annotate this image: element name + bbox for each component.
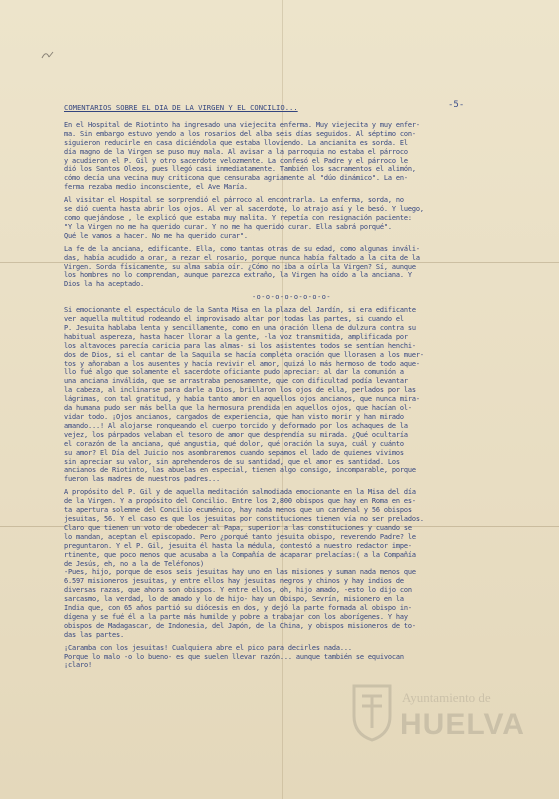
document-heading: COMENTARIOS SOBRE EL DIA DE LA VIRGEN Y EL CONCILIO... [64,103,298,112]
text-line: India que, con 65 años partió su diócesis en dos, y dejó la parte formada al obispo in- [64,604,412,613]
text-line: sarcasmo, la verdad, lo de amado y lo de hijo- hay un Obispo, Sevrín, misionero en la [64,595,404,604]
text-line: obispos de Madagascar, de Indonesia, del Japón, de la China, y obispos misioneros de to- [64,621,416,630]
text-line: fueron las madres de nuestros padres... [64,475,220,484]
paragraph [64,245,519,290]
text-line: dígena y se fué él a la parte más humilde y pobre a trabajar con los aborígenes. Y hay [64,612,408,621]
text-line: de Jesús, eh, no a la de Teléfonos) [64,559,204,568]
paragraph [64,488,519,639]
text-line: cómo decía una vecina muy criticona que censuraba agriamente al "dúo dinámico". La en- [64,174,408,183]
text-line: ancianos de Riotinto, las abuelas en especial, tienen algo consigo, incomparable, porque [64,466,416,475]
text-line: diversas razas, que ahora son obispos. Y entre ellos, oh, hijo amado, -esto lo dijo con [64,586,412,595]
text-line: siguieron reducirle en casa diciéndola que estaba lloviendo. La ancianita es sorda. El [64,138,408,147]
text-line: llo fué algo que solamente el sacerdote oficiante pudo apreciar: al dar la comunión a [64,368,404,377]
text-line: En el Hospital de Riotinto ha ingresado una viejecita enferma. Muy viejecita y muy enfer- [64,120,420,129]
text-line: Porque lo malo -o lo bueno- es que suelen llevar razón... aunque también se equivocan [64,652,404,661]
text-line: amando...! Al alojarse ronqueando el cuerpo torcido y deformado por los achaques de la [64,421,408,430]
text-line: Virgen. Sorda físicamente, su alma sabía oír. ¿Cómo no iba a oírla la Virgen? Sí, aunque [64,262,416,271]
text-line: Si emocionante el espectáculo de la Santa Misa en la plaza del Jardín, si era edificante [64,306,416,315]
text-line: P. Jesuita hablaba lenta y sencillamente, como en una oración llena de dulzura contra su [64,323,416,332]
text-line: lo mandan, aceptan el episcopado. Pero ¿porqué tanto jesuita obispo, reverendo Padre? le [64,532,416,541]
paragraph [64,306,519,484]
paragraph [64,644,519,671]
text-line: ma. Sin embargo estuvo yendo a los rosarios del alba seis días seguidos. Al séptimo con- [64,129,416,138]
watermark-line-2: HUELVA [400,708,525,741]
text-line: Dios la ha aceptado. [64,280,144,289]
section-separator: -o-o-o-o-o-o-o-o- [251,293,332,302]
text-line: de la Virgen. Y a propósito del Concilio. Entre los 2,800 obispos que hay en Roma en es- [64,497,416,506]
document-body [64,104,519,674]
text-line: da humana pudo ser más bella que la hermosura prendida en aquellos ojos, que hacían ol- [64,404,412,413]
text-line: lágrimas, con tal gratitud, y había tanto amor en aquellos ojos ancianos, que nunca mira- [64,395,420,404]
city-shield-icon [350,682,394,742]
text-line: vejez, los párpados velaban el tesoro de amor que desprendía su mirada. ¿Qué ocultaría [64,430,408,439]
section-one [64,121,519,289]
text-line: ferma rezaba medio inconsciente, el Ave María. [64,183,248,192]
text-line: rtinente, que poco menos que acusaba a la Compañía de acaparar prelacías:( a la Compañía [64,550,416,559]
text-line: los hombres no lo comprendan, aunque parezca extraño, la Virgen ha oído a la anciana. Y [64,271,412,280]
text-line: Qué le vamos a hacer. No me ha querido curar". [64,231,248,240]
text-line: jesuitas, 56. Y el caso es que los jesuitas por constituciones tienen vía no ser prelados. [64,514,424,523]
text-line: día magno de la Virgen se puso muy mala. Al avisar a la parroquia no estaba el párroco [64,147,408,156]
text-line: vidar todo. ¡Ojos ancianos, cargados de experiencia, que han visto morir y han mirado [64,413,404,421]
text-line: Al visitar el Hospital se sorprendió el párroco al encontrarla. La enferma, sorda, no [64,196,404,205]
archive-watermark [350,672,530,762]
text-line: el corazón de la anciana, qué angustia, qué dolor, qué oración la suya, cuál y cuánto [64,439,404,448]
paragraph [64,196,519,241]
section-two [64,306,519,670]
watermark-line-1: Ayuntamiento de [402,690,491,705]
text-line: habitual aspereza, hasta hacer llorar a la gente, -la voz transmitida, amplificada por [64,332,408,341]
text-line: una anciana inválida, que se arrastraba penosamente, que con dificultad podía levantar [64,377,408,386]
pencil-mark [40,48,60,62]
text-line: ¡Caramba con los jesuitas! Cualquiera abre el pico para decirles nada... [64,643,352,652]
text-line: se dió cuenta hasta abrir los ojos. Al ver al sacerdote, lo atrajo así y le besó. Y luego, [64,205,424,214]
text-line: los altavoces parecía caricia para las almas- si los asistentes todos se sentían henchi- [64,341,416,350]
text-line: la cabeza, al inclinarse para darle a Dios, brillaron los ojos de ella, perlados por las [64,386,416,395]
text-line: "Y la Virgen no me ha querido curar. Y no me ha querido curar. Ella sabrá porqué". [64,222,392,231]
text-line: das las partes. [64,630,124,639]
text-line: como quejándose , le explicó que estaba muy malita. Y repetía con resignación paciente: [64,213,412,222]
text-line: La fe de la anciana, edificante. Ella, como tantas otras de su edad, como algunas inváli- [64,244,420,253]
text-line: su amor? El Día del Juicio nos asombraremos cuando sepamos el lado de quienes vivimos [64,448,404,457]
text-line: tos y añoraban a los ausentes y hacía revivir el amor, quizá lo más hermoso de todo aque- [64,359,420,368]
text-line: preguntaron. Y el P. Gil, jesuita él hasta la médula, contestó a nuestro redactor impe- [64,541,412,550]
text-line: ta apertura solemne del Concilio ecuménico, hay nada menos que un cardenal y 56 obispos [64,506,412,515]
text-line: -Pues, hijo, porque de esos seis jesuitas hay uno en las misiones y suman nada menos que [64,568,416,577]
text-line: ¡claro! [64,661,92,670]
text-line: dió los Santos Oleos, pues llegó casi inmediatamente. También los sacramentos el alimón, [64,165,416,174]
text-line: ver aquella multitud rodeando el improvisado altar por todas las partes, si cuando el [64,315,404,324]
text-line: Claro que tienen un voto de obedecer al Papa, superior a las constituciones y cuando se [64,523,412,532]
page-number: -5- [448,100,465,110]
text-line: das, había acudido a orar, a rezar el rosario, porque nunca había faltado a la cita de la [64,253,420,262]
text-line: y acudieron el P. Gil y otro sacerdote velozmente. La confesó el Padre y el párroco le [64,156,408,165]
text-line: A propósito del P. Gil y de aquella meditación salmodiada emocionante en la Misa del día [64,488,416,497]
paragraph [64,121,519,192]
text-line: 6.597 misioneros jesuitas, y entre ellos hay jesuitas negros y chinos y hay indios de [64,577,404,586]
text-line: sin apreciar su valor, sin aprehenderos de su santidad, que el amor es santidad. Los [64,457,400,466]
text-line: dos de Dios, si el cantar de la Saquila se hacía completa oración que llorasen a los muer- [64,350,424,359]
